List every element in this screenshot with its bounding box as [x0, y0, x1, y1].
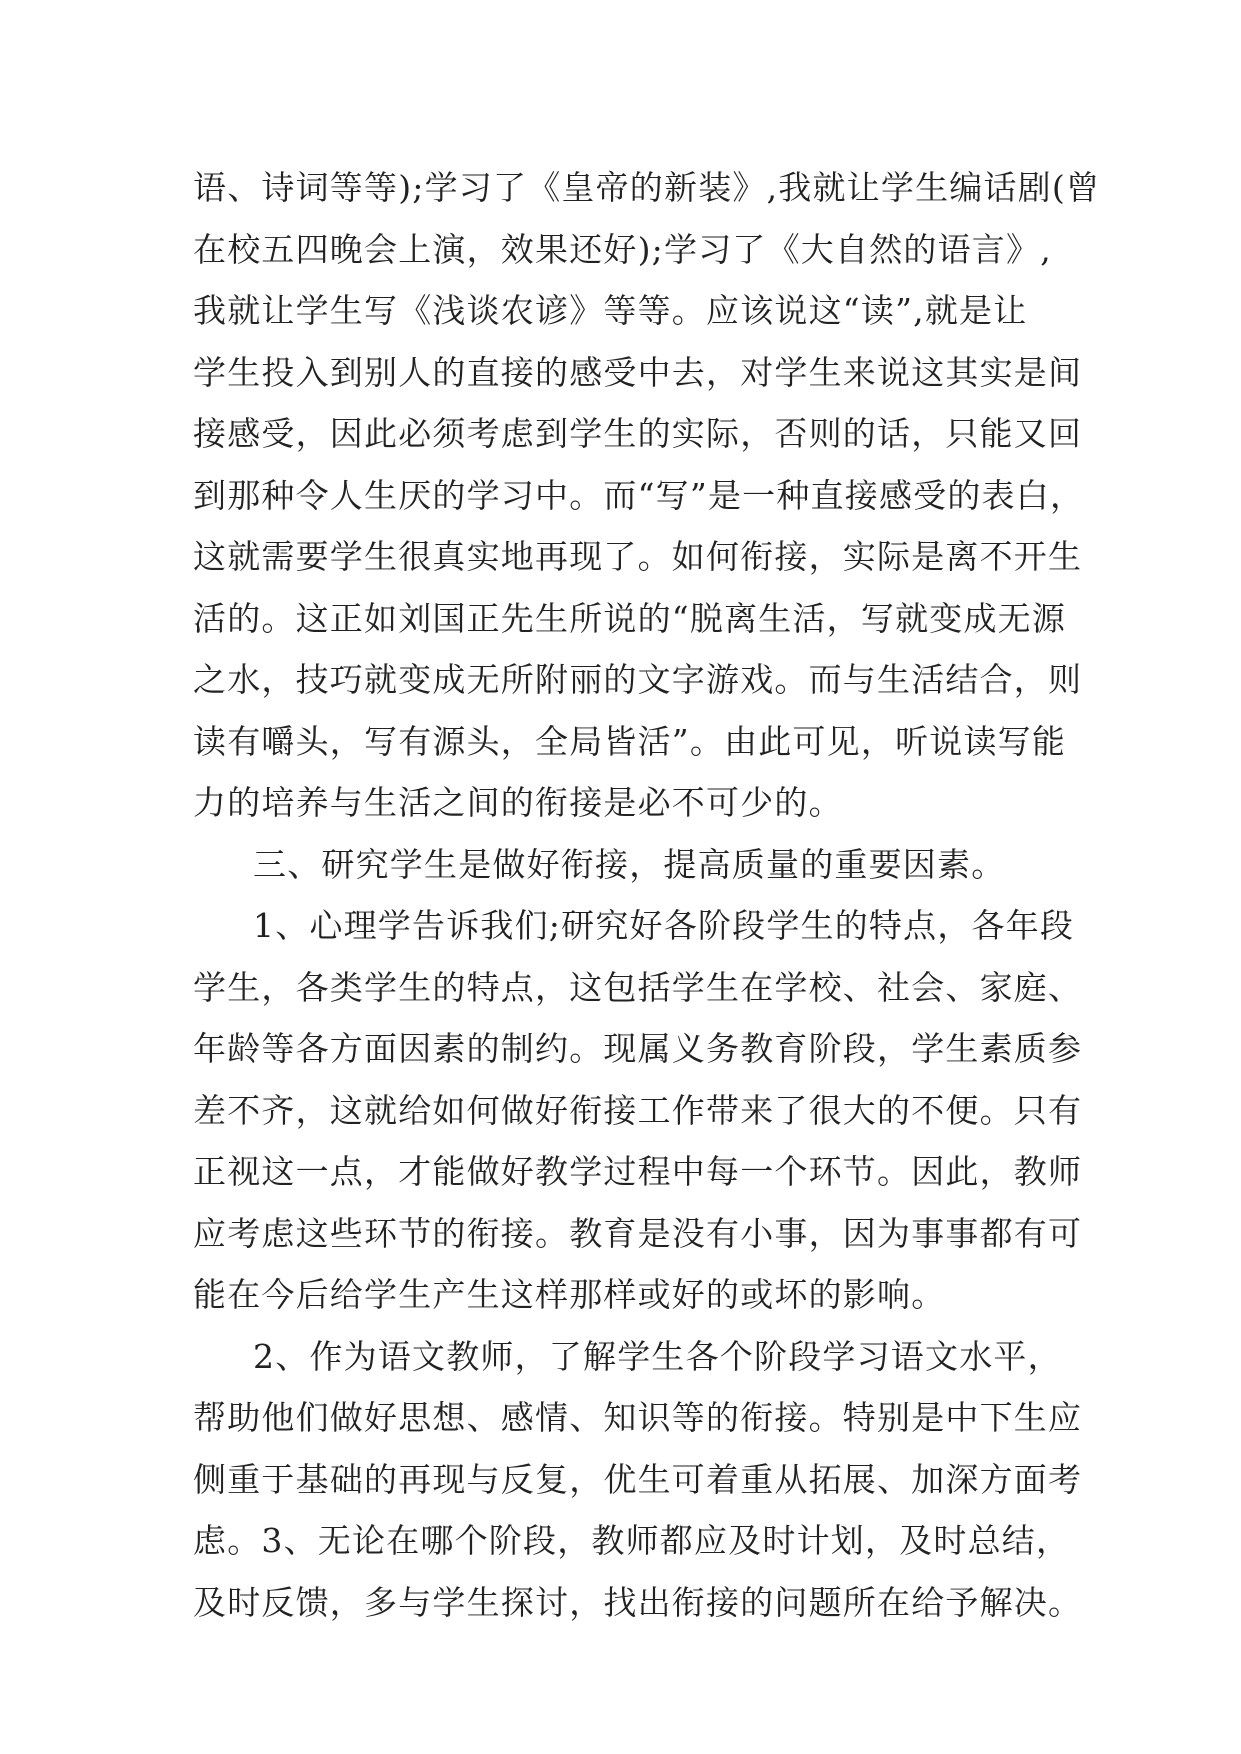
text-line: 这就需要学生很真实地再现了。如何衔接，实际是离不开生 [193, 537, 1083, 576]
text-line: 应考虑这些环节的衔接。教育是没有小事，因为事事都有可 [193, 1213, 1083, 1253]
document-body [193, 157, 1101, 1633]
text-line: 活的。这正如刘国正先生所说的“脱离生活，写就变成无源 [193, 598, 1067, 638]
text-line: 差不齐，这就给如何做好衔接工作带来了很大的不便。只有 [193, 1090, 1083, 1130]
text-line: 语、诗词等等);学习了《皇帝的新装》,我就让学生编话剧(曾 [193, 168, 1101, 207]
text-line: 读有嚼头，写有源头，全局皆活”。由此可见，听说读写能 [193, 721, 1067, 761]
text-line: 帮助他们做好思想、感情、知识等的衔接。特别是中下生应 [193, 1398, 1083, 1437]
text-line: 学生，各类学生的特点，这包括学生在学校、社会、家庭、 [193, 967, 1083, 1007]
text-line: 力的培养与生活之间的衔接是必不可少的。 [193, 783, 843, 822]
section-heading: 三、研究学生是做好衔接，提高质量的重要因素。 [253, 844, 1006, 884]
text-line: 到那种令人生厌的学习中。而“写”是一种直接感受的表白， [193, 475, 1085, 515]
text-line: 侧重于基础的再现与反复，优生可着重从拓展、加深方面考 [193, 1459, 1083, 1499]
text-line: 之水，技巧就变成无所附丽的文字游戏。而与生活结合，则 [193, 660, 1083, 699]
text-line: 2、作为语文教师，了解学生各个阶段学习语文水平， [253, 1336, 1062, 1376]
text-line: 能在今后给学生产生这样那样或好的或坏的影响。 [193, 1275, 946, 1314]
text-line: 接感受，因此必须考虑到学生的实际，否则的话，只能又回 [193, 414, 1083, 453]
text-line: 1、心理学告诉我们;研究好各阶段学生的特点，各年段 [253, 906, 1075, 945]
text-line: 学生投入到别人的直接的感受中去，对学生来说这其实是间 [193, 352, 1083, 392]
text-line: 正视这一点，才能做好教学过程中每一个环节。因此，教师 [193, 1152, 1083, 1191]
text-line: 在校五四晚会上演，效果还好);学习了《大自然的语言》, [193, 229, 1052, 269]
text-line: 虑。3、无论在哪个阶段，教师都应及时计划，及时总结， [193, 1521, 1071, 1560]
text-line: 及时反馈，多与学生探讨，找出衔接的问题所在给予解决。 [193, 1582, 1083, 1622]
text-line: 年龄等各方面因素的制约。现属义务教育阶段，学生素质参 [193, 1029, 1083, 1068]
text-line: 我就让学生写《浅谈农谚》等等。应该说这“读”,就是让 [193, 291, 1028, 330]
